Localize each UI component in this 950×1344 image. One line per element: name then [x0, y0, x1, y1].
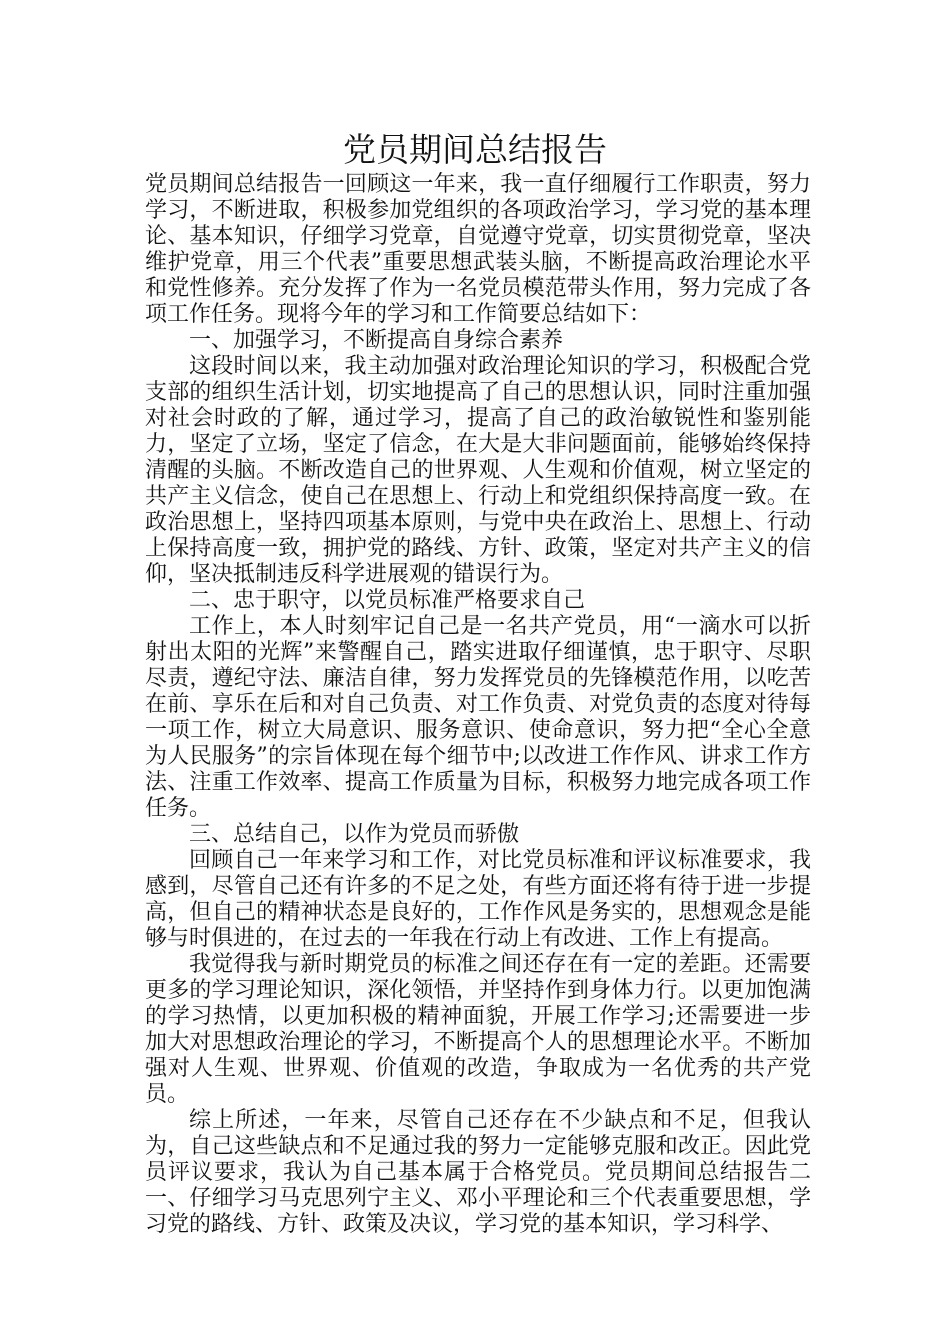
- section-heading-1: 一、加强学习，不断提高自身综合素养: [189, 328, 564, 353]
- document-title: 党员期间总结报告: [343, 130, 607, 169]
- section-heading-3: 三、总结自己，以作为党员而骄傲: [189, 822, 520, 847]
- document-body: [145, 172, 811, 1238]
- paragraph-section-3: 回顾自己一年来学习和工作，对比党员标准和评议标准要求，我感到，尽管自己还有许多的不足之处，有些方面还将有待于进一步提高，但自己的精神状态是良好的，工作作风是务实的，思想观念是能够与时俱进的，在过去的一年我在行动上有改进、工作上有提高。: [145, 848, 811, 951]
- paragraph-section-1: 这段时间以来，我主动加强对政治理论知识的学习，积极配合党支部的组织生活计划，切实地提高了自己的思想认识，同时注重加强对社会时政的了解，通过学习，提高了自己的政治敏锐性和鉴别能力，坚定了立场，坚定了信念，在大是大非问题面前，能够始终保持清醒的头脑。不断改造自己的世界观、人生观和价值观，树立坚定的共产主义信念，使自己在思想上、行动上和党组织保持高度一致。在政治思想上，坚持四项基本原则，与党中央在政治上、思想上、行动上保持高度一致，拥护党的路线、方针、政策，坚定对共产主义的信仰，坚决抵制违反科学进展观的错误行为。: [145, 354, 811, 587]
- paragraph-conclusion: 综上所述，一年来，尽管自己还存在不少缺点和不足，但我认为，自己这些缺点和不足通过我的努力一定能够克服和改正。因此党员评议要求，我认为自己基本属于合格党员。党员期间总结报告二一、仔细学习马克思列宁主义、邓小平理论和三个代表重要思想，学习党的路线、方针、政策及决议，学习党的基本知识，学习科学、: [145, 1108, 811, 1237]
- paragraph-intro: 党员期间总结报告一回顾这一年来，我一直仔细履行工作职责，努力学习，不断进取，积极参加党组织的各项政治学习，学习党的基本理论、基本知识，仔细学习党章，自觉遵守党章，切实贯彻党章，坚决维护党章，用三个代表”重要思想武装头脑，不断提高政治理论水平和党性修养。充分发挥了作为一名党员模范带头作用，努力完成了各项工作任务。现将今年的学习和工作简要总结如下：: [145, 172, 811, 327]
- section-heading-2: 二、忠于职守，以党员标准严格要求自己: [189, 588, 586, 613]
- paragraph-section-2: 工作上，本人时刻牢记自己是一名共产党员，用“一滴水可以折射出太阳的光辉”来警醒自己，踏实进取仔细谨慎，忠于职守、尽职尽责，遵纪守法、廉洁自律，努力发挥党员的先锋模范作用，以吃苦在前、享乐在后和对自己负责、对工作负责、对党负责的态度对待每一项工作，树立大局意识、服务意识、使命意识，努力把“全心全意为人民服务”的宗旨体现在每个细节中;以改进工作作风、讲求工作方法、注重工作效率、提高工作质量为目标，积极努力地完成各项工作任务。: [145, 614, 811, 821]
- paragraph-gap: 我觉得我与新时期党员的标准之间还存在有一定的差距。还需要更多的学习理论知识，深化领悟，并坚持作到身体力行。以更加饱满的学习热情，以更加积极的精神面貌，开展工作学习;还需要进一步加大对思想政治理论的学习，不断提高个人的思想理论水平。不断加强对人生观、世界观、价值观的改造，争取成为一名优秀的共产党员。: [145, 952, 811, 1107]
